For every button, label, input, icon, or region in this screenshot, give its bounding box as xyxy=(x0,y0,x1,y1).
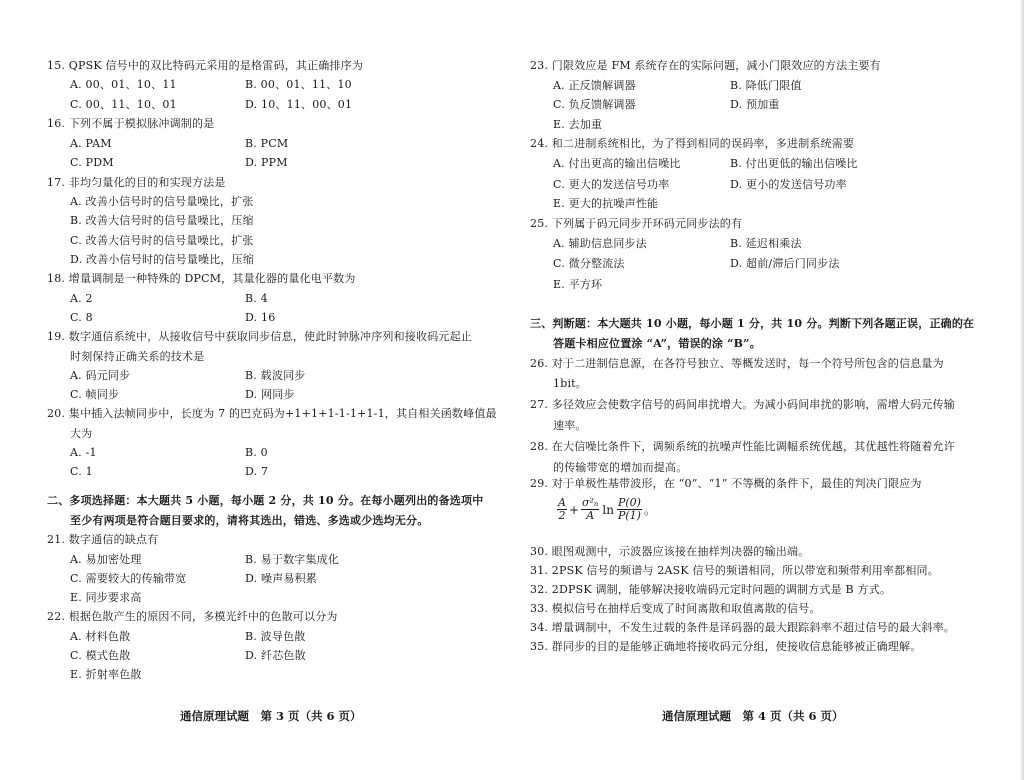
answer-option: C. 微分整流法 xyxy=(553,257,625,270)
answer-option: C. 改善大信号时的信号量噪比，扩张 xyxy=(70,234,254,247)
answer-option: D. 纤芯色散 xyxy=(245,649,306,662)
answer-option: A. 改善小信号时的信号量噪比，扩张 xyxy=(70,195,254,208)
question-text: 32. 2DPSK 调制，能够解决接收端码元定时问题的调制方式是 B 方式。 xyxy=(530,583,892,596)
answer-option: C. 1 xyxy=(70,465,93,478)
page-footer: 通信原理试题 第 3 页（共 6 页） xyxy=(180,709,362,723)
question-text: 23. 门限效应是 FM 系统存在的实际问题，减小门限效应的方法主要有 xyxy=(530,59,881,72)
answer-option: A. 易加密处理 xyxy=(70,553,142,566)
page-footer: 通信原理试题 第 4 页（共 6 页） xyxy=(662,709,844,723)
question-text: 22. 根据色散产生的原因不同，多模光纤中的色散可以分为 xyxy=(47,610,338,623)
answer-option: E. 折射率色散 xyxy=(70,668,142,681)
section-heading: 三、判断题：本大题共 10 小题，每小题 1 分，共 10 分。判断下列各题正误，正确的在 xyxy=(530,317,975,330)
answer-option: A. 码元同步 xyxy=(70,369,131,382)
section-heading: 至少有两项是符合题目要求的，请将其选出，错选、多选或少选均无分。 xyxy=(70,514,429,527)
answer-option: E. 去加重 xyxy=(553,118,603,131)
question-text: 24. 和二进制系统相比，为了得到相同的误码率，多进制系统需要 xyxy=(530,137,855,150)
answer-option: C. 模式色散 xyxy=(70,649,131,662)
denominator: P(1) xyxy=(617,509,641,522)
question-text: 15. QPSK 信号中的双比特码元采用的是格雷码，其正确排序为 xyxy=(47,59,364,72)
answer-option: A. PAM xyxy=(70,137,112,150)
numerator: A xyxy=(558,496,566,509)
answer-option: B. 降低门限值 xyxy=(730,79,802,92)
question-text: 28. 在大信噪比条件下，调频系统的抗噪声性能比调幅系统优越，其优越性将随着允许 xyxy=(530,440,955,453)
question-text: 17. 非均匀量化的目的和实现方法是 xyxy=(47,176,226,189)
answer-option: E. 更大的抗噪声性能 xyxy=(553,197,659,210)
section-heading: 答题卡相应位置涂 “A”，错误的涂 “B”。 xyxy=(553,337,761,350)
answer-option: A. 材料色散 xyxy=(70,630,131,643)
question-text: 21. 数字通信的缺点有 xyxy=(47,533,159,546)
question-text: 35. 群同步的目的是能够正确地将接收码元分组，使接收信息能够被正确理解。 xyxy=(530,640,922,653)
answer-option: B. 改善大信号时的信号量噪比，压缩 xyxy=(70,214,254,227)
answer-option: D. 超前/滞后门同步法 xyxy=(730,257,840,270)
denominator: 2 xyxy=(558,509,566,522)
answer-option: B. 0 xyxy=(245,446,268,459)
denominator: A xyxy=(586,509,595,522)
question-text: 34. 增量调制中，不发生过载的条件是译码器的最大跟踪斜率不超过信号的最大斜率。 xyxy=(530,621,955,634)
answer-option: D. 噪声易积累 xyxy=(245,572,318,585)
answer-option: E. 同步要求高 xyxy=(70,591,142,604)
answer-option: B. 4 xyxy=(245,292,268,305)
answer-option: D. 10、11、00、01 xyxy=(245,98,353,111)
answer-option: D. 网同步 xyxy=(245,388,295,401)
answer-option: B. PCM xyxy=(245,137,289,150)
question-text: 27. 多径效应会使数字信号的码间串扰增大。为减小码间串扰的影响，需增大码元传输 xyxy=(530,398,955,411)
answer-option: C. 负反馈解调器 xyxy=(553,98,636,111)
question-continuation: 大为 xyxy=(70,427,93,440)
answer-option: C. PDM xyxy=(70,156,114,169)
answer-option: D. 改善小信号时的信号量噪比，压缩 xyxy=(70,253,255,266)
answer-option: C. 8 xyxy=(70,311,93,324)
decision-threshold-formula xyxy=(555,497,656,522)
answer-option: A. 正反馈解调器 xyxy=(553,79,636,92)
answer-option: A. -1 xyxy=(70,446,97,459)
question-text: 33. 模拟信号在抽样后变成了时间离散和取值离散的信号。 xyxy=(530,602,821,615)
numerator: P(0) xyxy=(617,496,641,509)
question-continuation: 时刻保持正确关系的技术是 xyxy=(70,350,205,363)
question-continuation: 1bit。 xyxy=(553,377,587,390)
question-text: 29. 对于单极性基带波形，在 “0”、“1” 不等概的条件下，最佳的判决门限应为 xyxy=(530,477,922,490)
question-text: 16. 下列不属于模拟脉冲调制的是 xyxy=(47,117,215,130)
fraction-sigma-over-a xyxy=(581,497,599,522)
answer-option: B. 00、01、11、10 xyxy=(245,78,352,91)
answer-option: C. 更大的发送信号功率 xyxy=(553,178,670,191)
answer-option: B. 易于数字集成化 xyxy=(245,553,340,566)
answer-option: B. 付出更低的输出信噪比 xyxy=(730,157,858,170)
answer-option: C. 帧同步 xyxy=(70,388,120,401)
plus-sign: + xyxy=(568,502,580,517)
answer-option: B. 载波同步 xyxy=(245,369,306,382)
period: 。 xyxy=(643,503,656,517)
fraction-p0-over-p1 xyxy=(617,497,642,522)
fraction-a-over-2 xyxy=(557,497,567,522)
question-continuation: 速率。 xyxy=(553,419,587,432)
answer-option: D. 16 xyxy=(245,311,276,324)
question-text: 31. 2PSK 信号的频谱与 2ASK 信号的频谱相同，所以带宽和频带利用率都相同。 xyxy=(530,564,939,577)
question-text: 19. 数字通信系统中，从接收信号中获取同步信息，使此时钟脉冲序列和接收码元起止 xyxy=(47,330,472,343)
question-text: 25. 下列属于码元同步开环码元同步法的有 xyxy=(530,217,743,230)
question-text: 30. 眼图观测中，示波器应该接在抽样判决器的输出端。 xyxy=(530,545,810,558)
answer-option: A. 2 xyxy=(70,292,93,305)
answer-option: D. 更小的发送信号功率 xyxy=(730,178,847,191)
answer-option: A. 付出更高的输出信噪比 xyxy=(553,157,681,170)
answer-option: B. 波导色散 xyxy=(245,630,306,643)
question-text: 20. 集中插入法帧同步中，长度为 7 的巴克码为+1+1+1-1-1+1-1，其自相关函数峰值最 xyxy=(47,407,497,420)
answer-option: E. 平方环 xyxy=(553,278,603,291)
answer-option: A. 辅助信息同步法 xyxy=(553,237,647,250)
answer-option: D. 预加重 xyxy=(730,98,780,111)
question-continuation: 的传输带宽的增加而提高。 xyxy=(553,461,688,474)
answer-option: C. 00、11、10、01 xyxy=(70,98,177,111)
answer-option: D. 7 xyxy=(245,465,269,478)
answer-option: C. 需要较大的传输带宽 xyxy=(70,572,187,585)
ln-operator: ln xyxy=(602,502,614,517)
scan-edge-shadow xyxy=(1020,0,1024,780)
numerator: σ²ₙ xyxy=(582,496,599,509)
question-text: 26. 对于二进制信息源，在各符号独立、等概发送时，每一个符号所包含的信息量为 xyxy=(530,357,944,370)
answer-option: B. 延迟相乘法 xyxy=(730,237,802,250)
question-text: 18. 增量调制是一种特殊的 DPCM，其量化器的量化电平数为 xyxy=(47,272,356,285)
answer-option: D. PPM xyxy=(245,156,288,169)
section-heading: 二、多项选择题：本大题共 5 小题，每小题 2 分，共 10 分。在每小题列出的备选项中 xyxy=(47,494,484,507)
answer-option: A. 00、01、10、11 xyxy=(70,78,177,91)
